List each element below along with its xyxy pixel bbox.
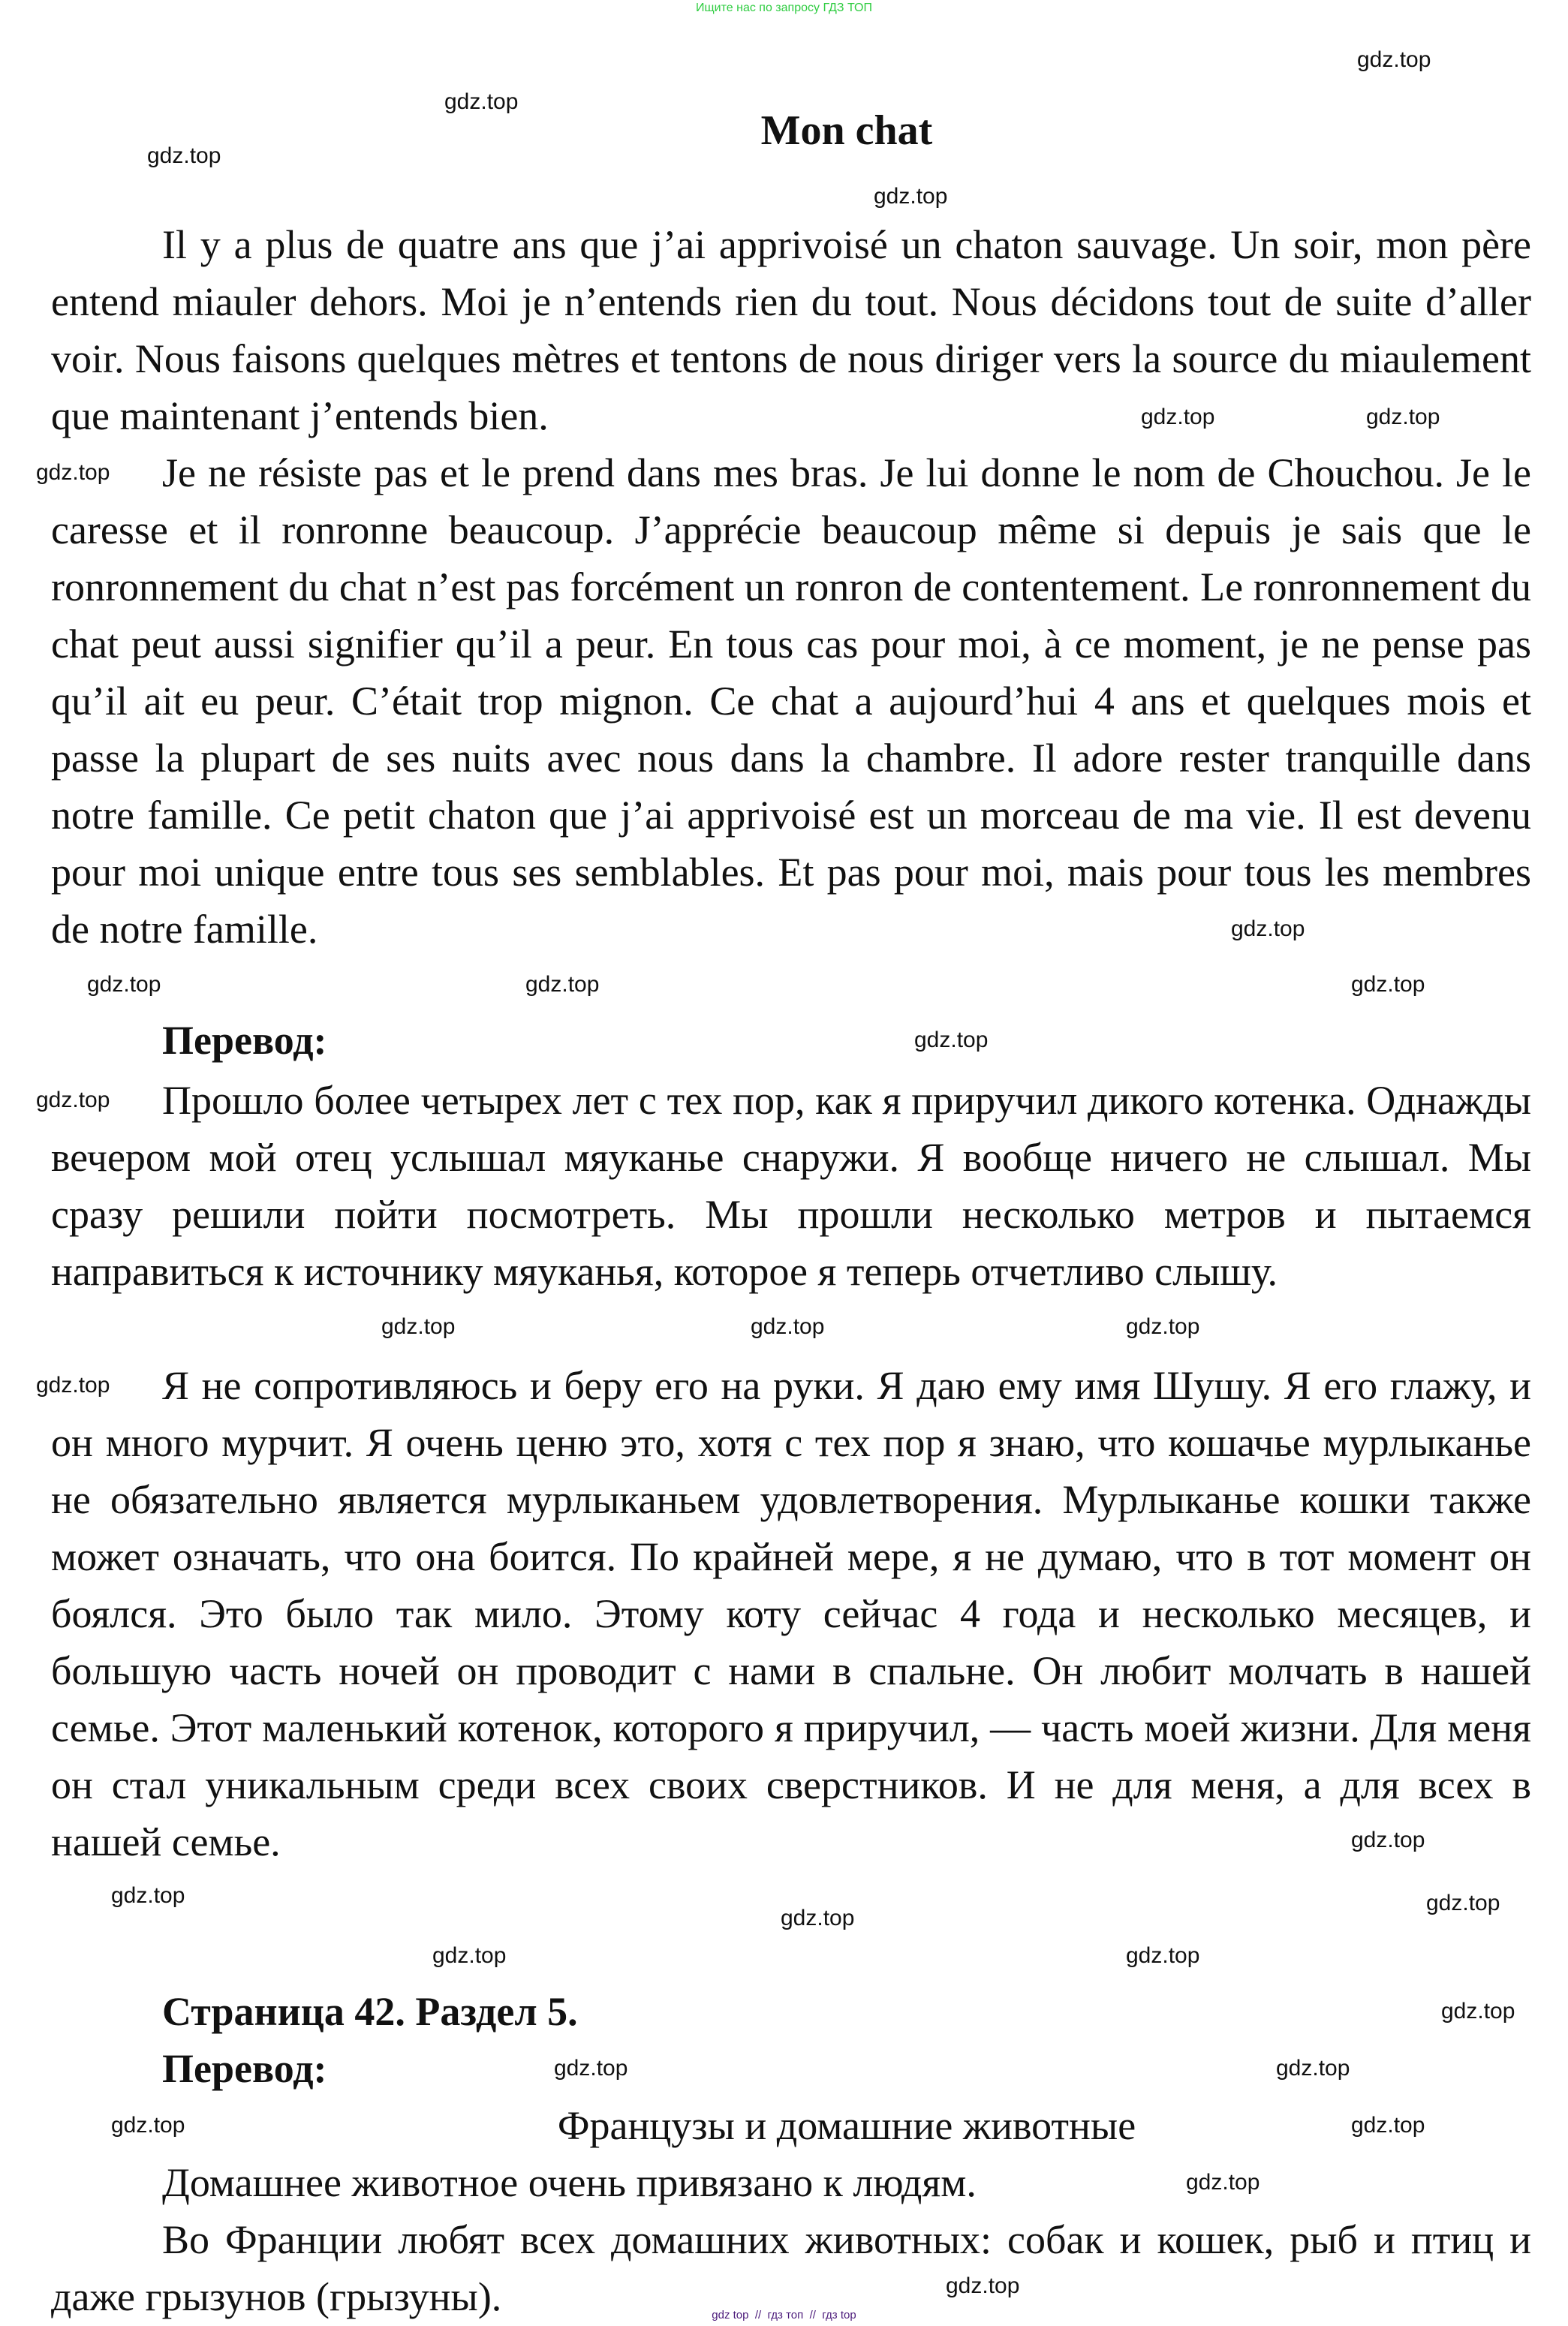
- watermark: gdz.top: [751, 1314, 825, 1339]
- russian-paragraph-2: Я не сопротивляюсь и беру его на руки. Я даю ему имя Шушу. Я его глажу, и он много мурчит. Я очень ценю это, хотя с тех пор я знаю, что кошачье мурлыканье не обязательно является мурлыканьем удовлетворения. Мурлыканье кошки также может означать, что она боится. По крайней мере, я не думаю, что в тот момент он боялся. Это было так мило. Этому коту сейчас 4 года и несколько месяцев, и большую часть ночей он проводит с нами в спальне. Он любит молчать в нашей семье. Этот маленький котенок, которого я приручил, — часть моей жизни. Для меня он стал уникальным среди всех своих сверстников. И не для меня, а для всех в нашей семье.: [51, 1363, 1531, 1864]
- watermark: gdz.top: [914, 1028, 989, 1052]
- watermark: gdz.top: [781, 1906, 855, 1930]
- watermark: gdz.top: [111, 2113, 185, 2138]
- watermark: gdz.top: [1126, 1314, 1200, 1339]
- watermark: gdz.top: [1141, 405, 1215, 429]
- section-paragraph-2: Во Франции любят всех домашних животных: собак и кошек, рыб и птиц и даже грызунов (грызуны).: [51, 2217, 1531, 2319]
- watermark: gdz.top: [1357, 47, 1431, 72]
- watermark: gdz.top: [946, 2273, 1020, 2298]
- watermark: gdz.top: [111, 1883, 185, 1908]
- watermark: gdz.top: [87, 972, 161, 997]
- watermark: gdz.top: [36, 460, 110, 485]
- watermark: gdz.top: [147, 143, 221, 168]
- watermark: gdz.top: [1441, 1999, 1515, 2024]
- section-subtitle: Французы и домашние животные: [557, 2103, 1136, 2148]
- watermark: gdz.top: [1351, 972, 1425, 997]
- russian-paragraph-1: Прошло более четырех лет с тех пор, как я приручил дикого котенка. Однажды вечером мой отец услышал мяуканье снаружи. Я вообще ничего не слышал. Мы сразу решили пойти посмотреть. Мы прошли несколько метров и пытаемся направиться к источнику мяуканья, которое я теперь отчетливо слышу.: [51, 1078, 1531, 1294]
- french-paragraph-1: Il y a plus de quatre ans que j’ai apprivoisé un chaton sauvage. Un soir, mon père entend miauler dehors. Moi je n’entends rien du tout. Nous décidons tout de suite d’aller voir. Nous faisons quelques mètres et tentons de nous diriger vers la source du miaulement que maintenant j’entends bien.: [51, 222, 1531, 438]
- watermark: gdz.top: [432, 1943, 507, 1968]
- watermark: gdz.top: [1231, 916, 1305, 941]
- section-heading: Страница 42. Раздел 5.: [162, 1989, 578, 2034]
- footer: gdz top // гдз топ // гдз top: [712, 2309, 856, 2321]
- watermark: gdz.top: [1351, 2113, 1425, 2138]
- watermark: gdz.top: [554, 2056, 628, 2081]
- watermark: gdz.top: [1126, 1943, 1200, 1968]
- watermark: gdz.top: [874, 184, 948, 209]
- watermark: gdz.top: [381, 1314, 456, 1339]
- watermark: gdz.top: [36, 1373, 110, 1398]
- page-title: Mon chat: [760, 107, 933, 154]
- watermark: gdz.top: [444, 89, 519, 114]
- section-paragraph-1: Домашнее животное очень привязано к людям.: [162, 2160, 977, 2205]
- translation-heading: Перевод:: [162, 1018, 327, 1063]
- section-translation-heading: Перевод:: [162, 2046, 327, 2091]
- watermark: gdz.top: [1426, 1891, 1500, 1915]
- french-paragraph-2: Je ne résiste pas et le prend dans mes bras. Je lui donne le nom de Chouchou. Je le caresse et il ronronne beaucoup. J’apprécie beaucoup même si depuis je sais que le ronronnement du chat n’est pas forcément un ronron de contentement. Le ronronnement du chat peut aussi signifier qu’il a peur. En tous cas pour moi, à ce moment, je ne pense pas qu’il ait eu peur. C’était trop mignon. Ce chat a aujourd’hui 4 ans et quelques mois et passe la plupart de ses nuits avec nous dans la chambre. Il adore rester tranquille dans notre famille. Ce petit chaton que j’ai apprivoisé est un morceau de ma vie. Il est devenu pour moi unique entre tous ses semblables. Et pas pour moi, mais pour tous les membres de notre famille.: [51, 450, 1531, 952]
- watermark: gdz.top: [1351, 1828, 1425, 1852]
- watermark: gdz.top: [36, 1088, 110, 1112]
- watermark: gdz.top: [1366, 405, 1440, 429]
- watermark: gdz.top: [1276, 2056, 1350, 2081]
- watermark: gdz.top: [1186, 2170, 1260, 2195]
- header-notice: Ищите нас по запросу ГДЗ ТОП: [696, 2, 872, 14]
- watermark: gdz.top: [525, 972, 600, 997]
